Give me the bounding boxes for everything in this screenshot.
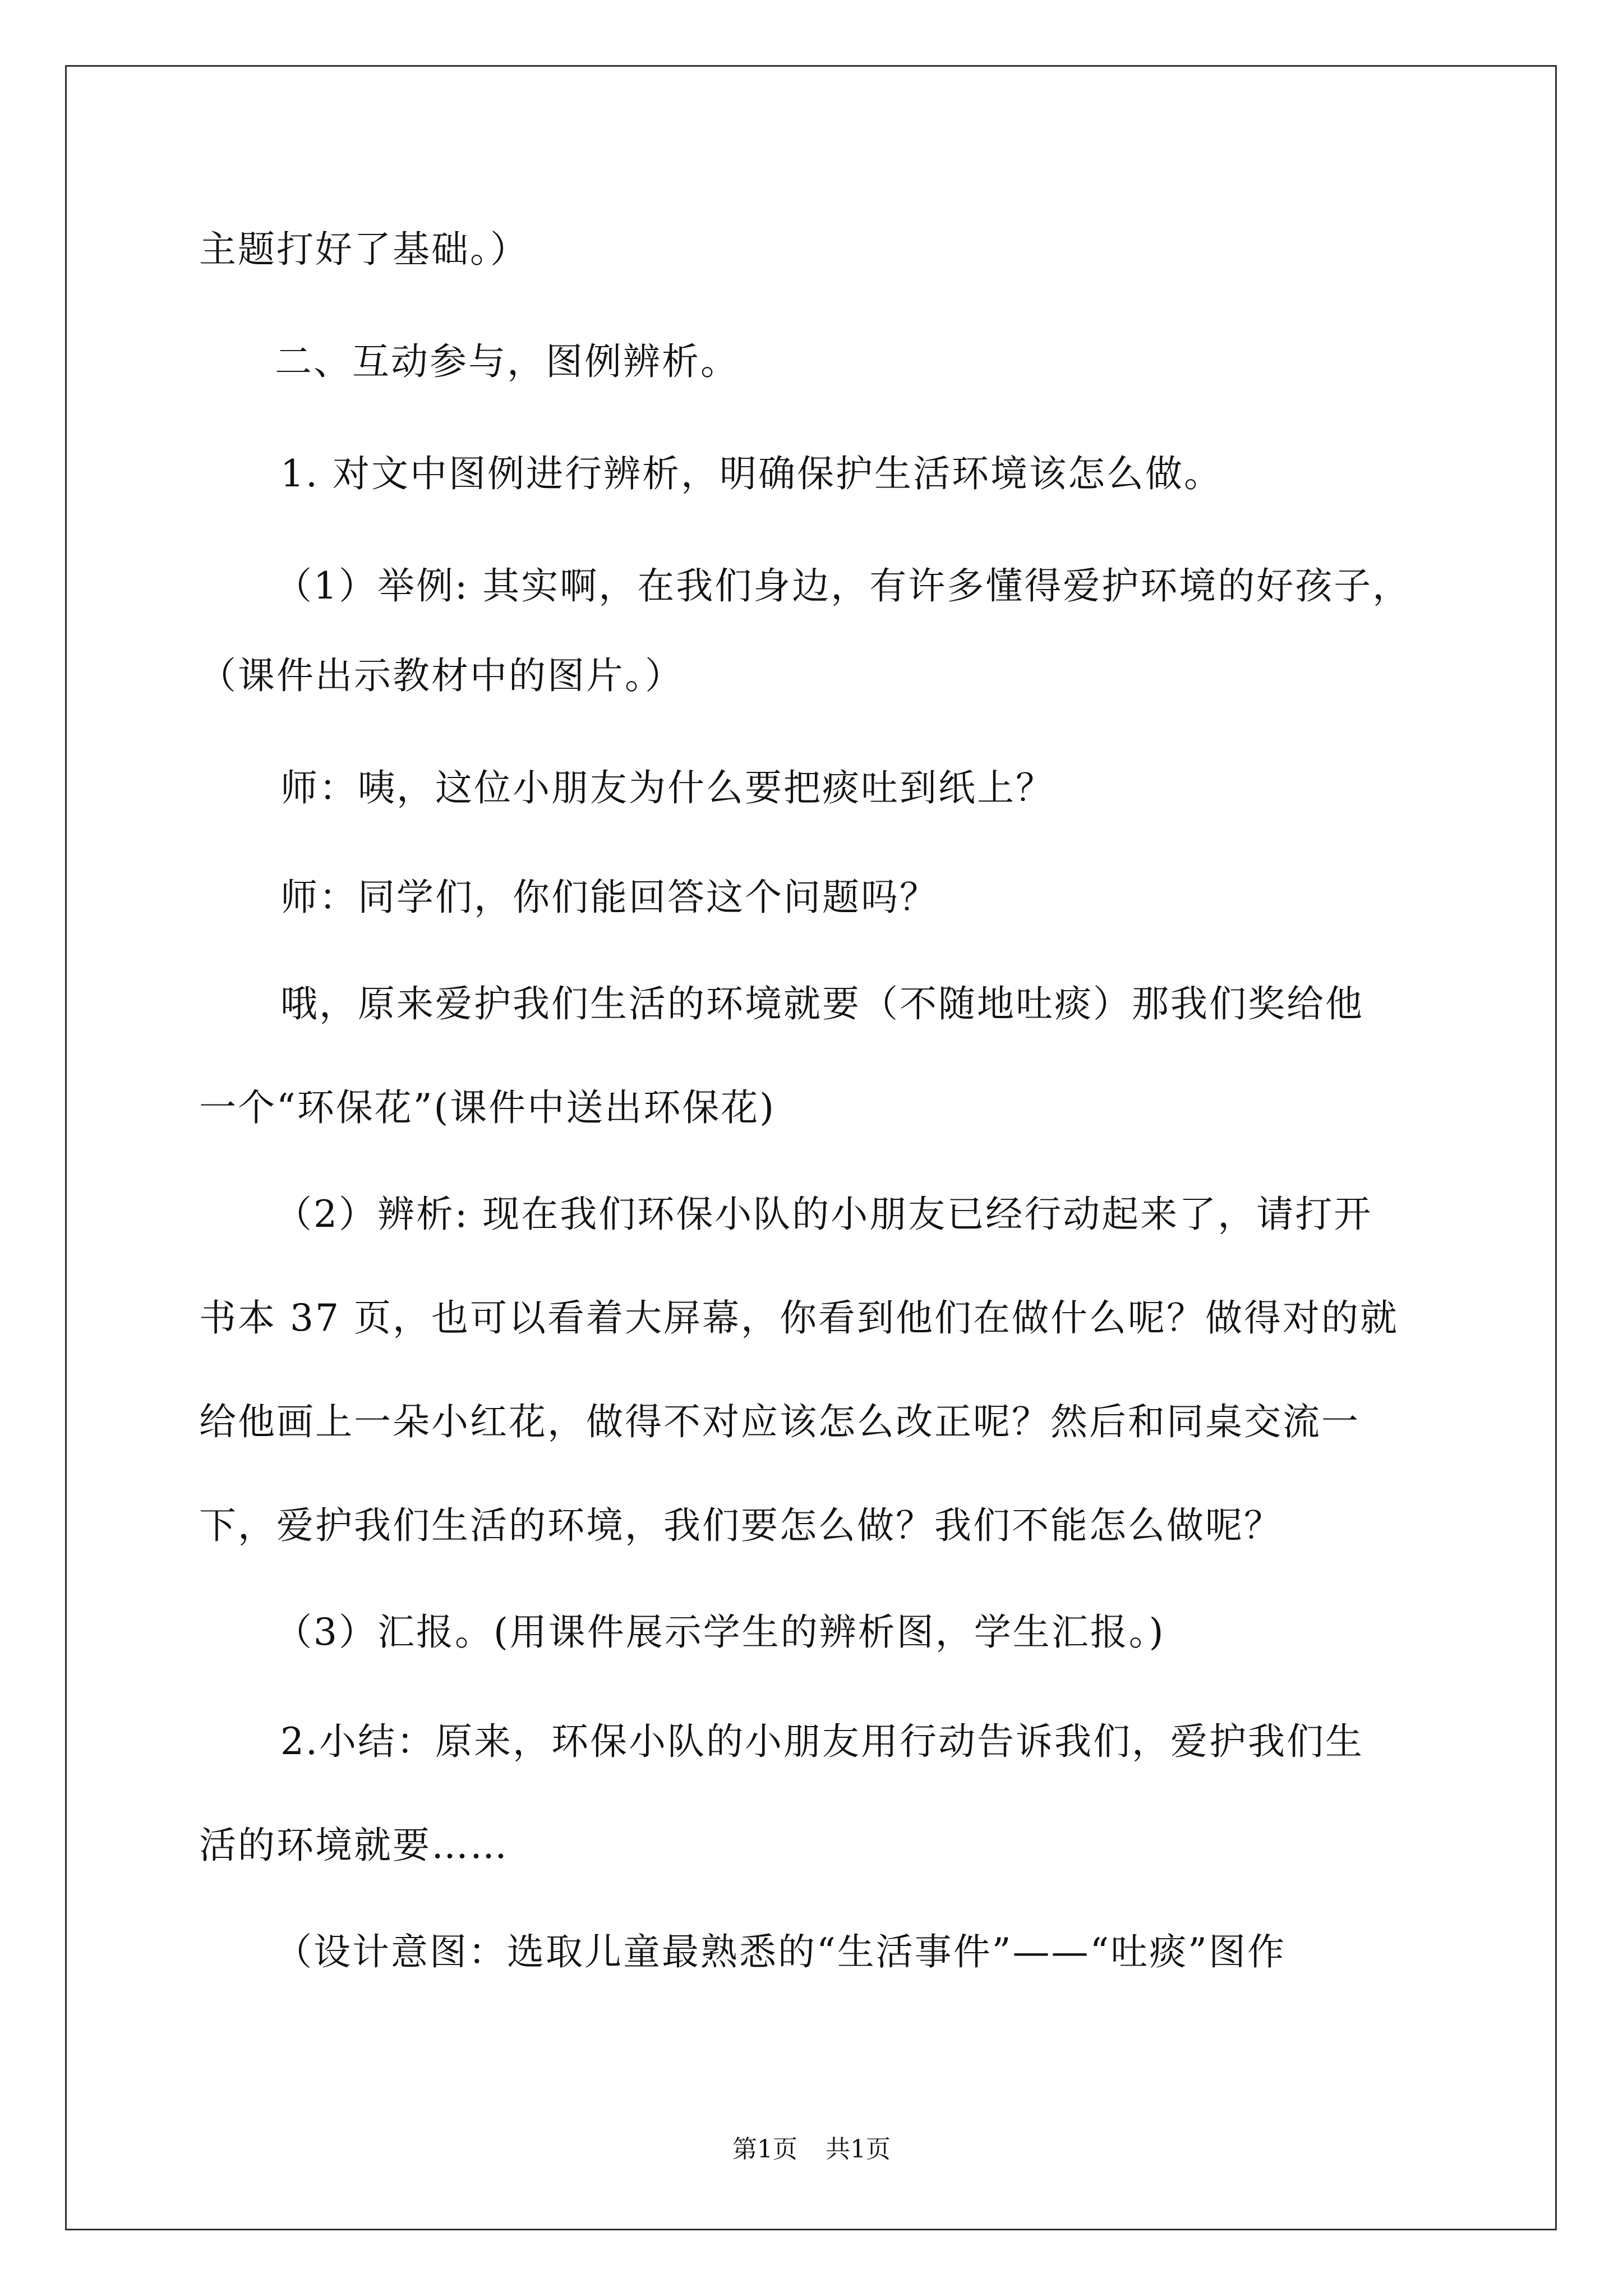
paragraph-line-14: （3）汇报。(用课件展示学生的辨析图，学生汇报。) [275,1611,1165,1654]
paragraph-line-10: （2）辨析: 现在我们环保小队的小朋友已经行动起来了，请打开 [275,1193,1373,1236]
page-footer [0,2134,1623,2165]
paragraph-line-8: 哦，原来爱护我们生活的环境就要（不随地吐痰）那我们奖给他 [280,982,1364,1025]
paragraph-line-12: 给他画上一朵小红花，做得不对应该怎么改正呢？然后和同桌交流一 [199,1400,1360,1443]
paragraph-line-1: 主题打好了基础。） [199,228,529,271]
section-heading-2: 二、互动参与，图例辨析。 [275,340,739,383]
paragraph-line-7: 师：同学们，你们能回答这个问题吗？ [280,876,938,919]
paragraph-line-9: 一个“环保花”(课件中送出环保花) [199,1086,776,1129]
page-number-total: 共1页 [826,2135,891,2164]
paragraph-line-4: （1）举例: 其实啊，在我们身边，有许多懂得爱护环境的好孩子， [275,564,1412,608]
page-border [65,65,1557,2230]
paragraph-line-13: 下，爱护我们生活的环境，我们要怎么做？我们不能怎么做呢？ [199,1504,1283,1547]
paragraph-line-3: 1. 对文中图例进行辨析，明确保护生活环境该怎么做。 [280,452,1223,495]
paragraph-line-6: 师：咦，这位小朋友为什么要把痰吐到纸上？ [280,766,1054,809]
paragraph-line-11: 书本 37 页，也可以看着大屏幕，你看到他们在做什么呢？做得对的就 [199,1296,1399,1340]
page-number-current: 第1页 [732,2135,797,2164]
paragraph-line-17: （设计意图：选取儿童最熟悉的“生活事件”——“吐痰”图作 [275,1930,1286,1973]
paragraph-line-5: （课件出示教材中的图片。） [199,654,684,697]
paragraph-line-16: 活的环境就要…… [199,1824,509,1867]
paragraph-line-15: 2.小结：原来，环保小队的小朋友用行动告诉我们，爱护我们生 [280,1720,1364,1763]
